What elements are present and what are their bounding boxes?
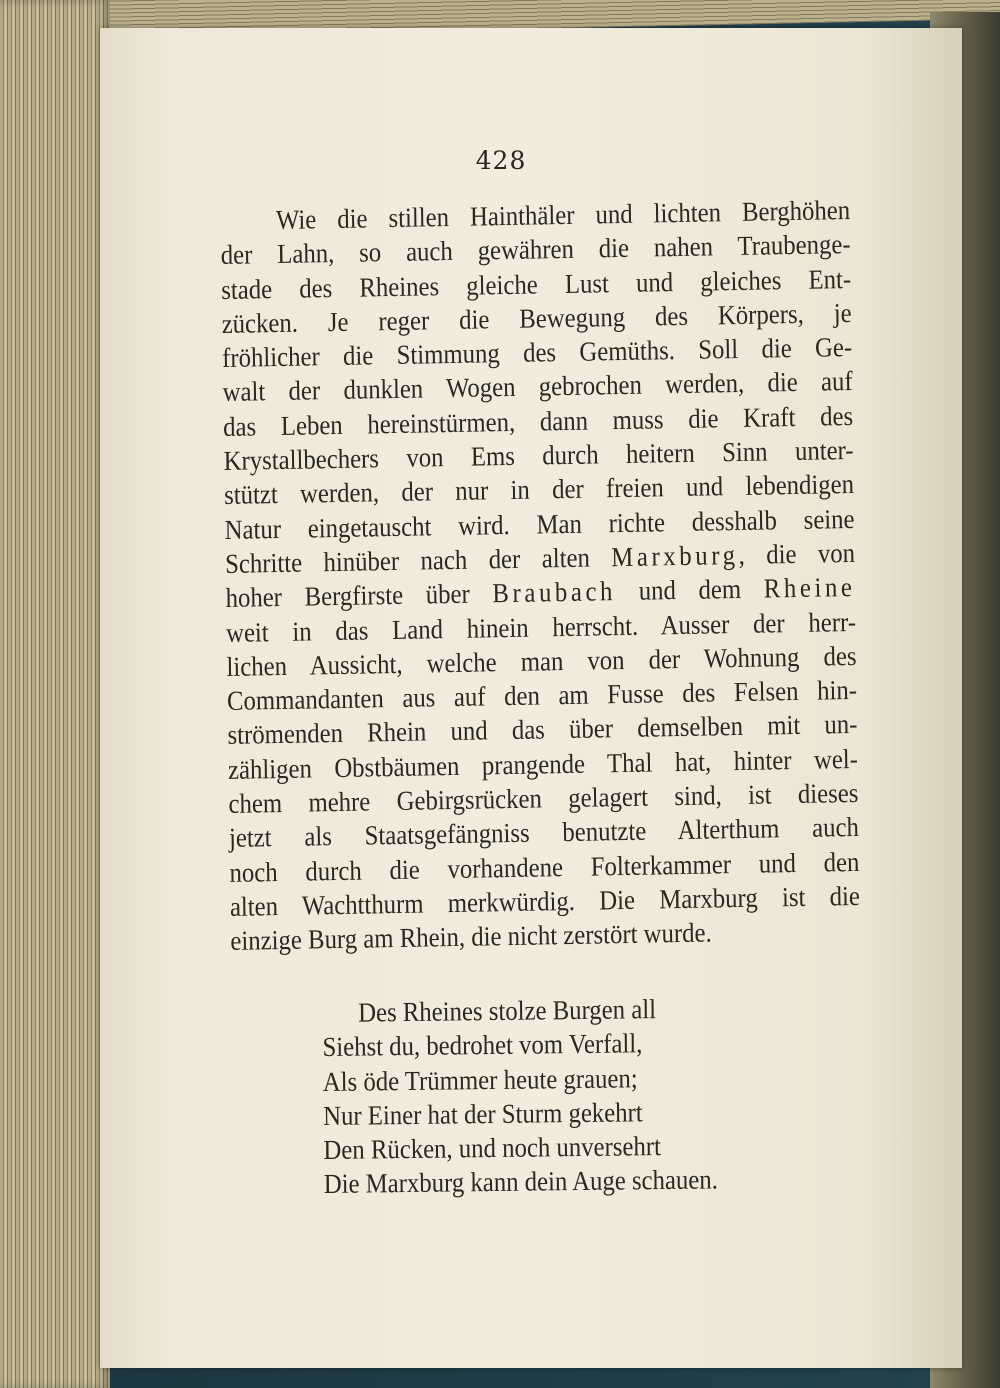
paragraph-line: das Leben hereinstürmen, dann muss die Kraft des: [222, 399, 854, 442]
paragraph-line: der Lahn, so auch gewähren die nahen Traubenge-: [220, 228, 851, 271]
paragraph-line: fröhlicher die Stimmung des Gemüths. Soll die Ge-: [221, 331, 853, 374]
text-run: und dem: [638, 573, 742, 607]
paragraph-line: Natur eingetauscht wird. Man richte desshalb seine: [224, 502, 855, 545]
paragraph-line: Commandanten aus auf den am Fusse des Felsen hin-: [226, 674, 858, 717]
paragraph-line: jetzt als Staatsgefängniss benutzte Alterthum auch: [228, 811, 860, 854]
paragraph-line: Wie die stillen Hainthäler und lichten Berghöhen: [275, 194, 851, 236]
poem-line: Die Marxburg kann dein Auge schauen.: [323, 1163, 718, 1200]
text-run: hoher Bergfirste über: [225, 577, 470, 614]
paragraph-line: einzige Burg am Rhein, die nicht zerstört wurde.: [230, 916, 712, 957]
spaced-name-marxburg: Marxburg: [611, 538, 739, 573]
paragraph-line: stade des Rheines gleiche Lust und gleiches Ent-: [220, 262, 852, 305]
paragraph-line: zähligen Obstbäumen prangende Thal hat, hinter wel-: [227, 742, 859, 785]
paragraph-line: lichen Aussicht, welche man von der Wohnung des: [226, 639, 857, 682]
paragraph-line: zücken. Je reger die Bewegung des Körpers, je: [221, 296, 852, 339]
poem-line: Den Rücken, und noch unversehrt: [323, 1130, 662, 1166]
paragraph-line: Krystallbechers von Ems durch heitern Sinn unter-: [223, 434, 854, 477]
poem-line: Siehst du, bedrohet vom Verfall,: [322, 1027, 643, 1063]
book-page: [100, 28, 962, 1368]
poem-line: Nur Einer hat der Sturm gekehrt: [322, 1096, 643, 1131]
spaced-name-braubach: Braubach: [492, 575, 617, 609]
poem-line: Des Rheines stolze Burgen all: [358, 993, 657, 1028]
paragraph-line: weit in das Land hinein herrscht. Ausser der herr-: [225, 605, 857, 648]
main-paragraph: [220, 193, 861, 958]
page-edges-left: [0, 0, 110, 1388]
paragraph-line: noch durch die vorhandene Folterkammer und den: [229, 845, 860, 888]
spaced-name-rheine: Rheine: [763, 571, 856, 604]
page-number: 428: [475, 146, 527, 175]
paragraph-line: chem mehre Gebirgsrücken gelagert sind, ist dieses: [228, 776, 859, 819]
paragraph-line: strömenden Rhein und das über demselben mit un-: [227, 708, 858, 751]
poem: [322, 991, 718, 1201]
text-run: , die von: [738, 536, 856, 570]
text-run: Schritte hinüber nach der alten: [224, 541, 591, 579]
paragraph-line: walt der dunklen Wogen gebrochen werden, die auf: [222, 365, 853, 408]
paragraph-line: alten Wachtthurm merkwürdig. Die Marxburg ist die: [229, 879, 861, 922]
poem-line: Als öde Trümmer heute grauen;: [322, 1061, 638, 1097]
paragraph-line: stützt werden, der nur in der freien und lebendigen: [223, 468, 855, 511]
